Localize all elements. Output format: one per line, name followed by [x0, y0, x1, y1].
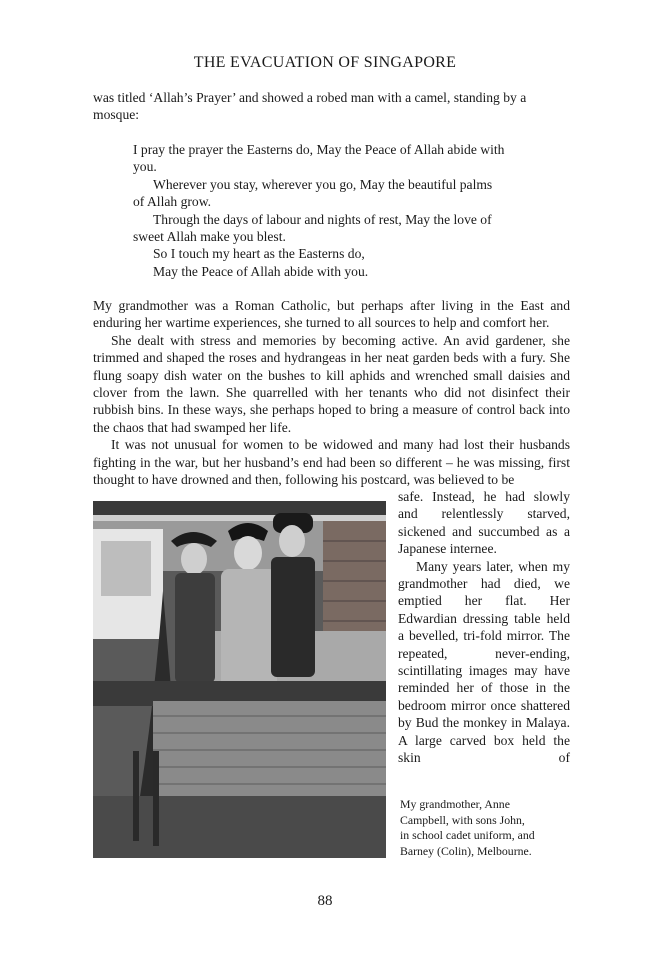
verse-line: Through the days of labour and nights of rest, May the love of	[153, 211, 492, 227]
verse-line: May the Peace of Allah abide with you.	[153, 263, 369, 279]
verse-line: sweet Allah make you blest.	[133, 229, 286, 245]
caption-line: Campbell, with sons John,	[400, 812, 525, 827]
side-column-text	[398, 488, 570, 767]
intro-paragraph	[93, 89, 570, 124]
intro-line: was titled ‘Allah’s Prayer’ and showed a robed man with a camel, standing by a	[93, 90, 527, 105]
paragraph: Many years later, when my grandmother had died, we emptied her flat. Her Edwardian dressing table held a bevelled, tri-fold mirror. The repeated, never-ending, scintillating images may have reminded her of those in the bedroom mirror once shattered by Bud the monkey in Malaya. A large carved box held the skin of	[398, 558, 570, 766]
family-photograph	[93, 501, 386, 858]
verse-line: So I touch my heart as the Easterns do,	[153, 246, 365, 262]
running-header: THE EVACUATION OF SINGAPORE	[193, 54, 457, 71]
caption-line: Barney (Colin), Melbourne.	[400, 843, 532, 858]
paragraph-continued: safe. Instead, he had slowly and relentlessly starved, sickened and succumbed as a Japanese internee.	[398, 489, 570, 557]
main-text	[93, 297, 570, 488]
photo-caption	[400, 797, 570, 859]
intro-line: mosque:	[93, 107, 140, 123]
verse-block	[133, 141, 533, 280]
verse-line: Wherever you stay, wherever you go, May the beautiful palms	[153, 176, 493, 192]
caption-line: My grandmother, Anne	[400, 797, 510, 811]
verse-line: I pray the prayer the Easterns do, May the Peace of Allah abide with	[133, 142, 505, 157]
paragraph: My grandmother was a Roman Catholic, but perhaps after living in the East and enduring her wartime experiences, she turned to all sources to help and comfort her.	[93, 298, 570, 331]
page-number: 88	[317, 893, 333, 909]
verse-line: of Allah grow.	[133, 194, 212, 210]
verse-line: you.	[133, 159, 157, 175]
paragraph: She dealt with stress and memories by becoming active. An avid gardener, she trimmed and shaped the roses and hydrangeas in her neat garden beds with a fury. She flung soapy dish water on the bushes to kill aphids and wrenched small daisies and clover from the lawn. She quarrelled with her tenants who did not disinfect their rubbish bins. In these ways, she perhaps hoped to bring a measure of control back into the chaos that had swamped her life.	[93, 332, 570, 435]
paragraph: It was not unusual for women to be widowed and many had lost their husbands fighting in the war, but her husband’s end had been so different – he was missing, first thought to have drowned and then, following his postcard, was believed to be	[93, 437, 570, 488]
caption-line: in school cadet uniform, and	[400, 828, 535, 843]
